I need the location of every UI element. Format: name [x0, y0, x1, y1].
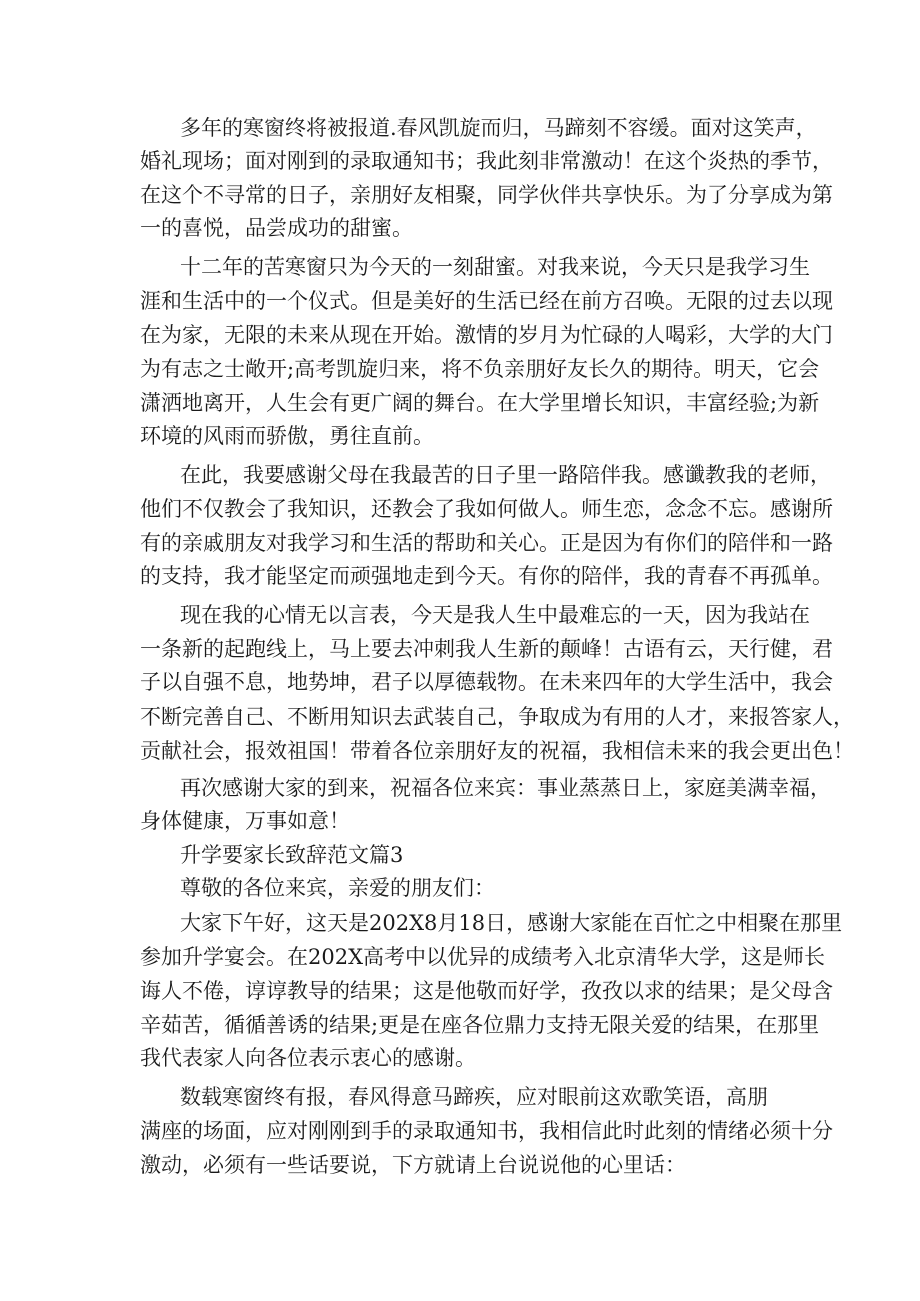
text-line: 现在我的心情无以言表，今天是我人生中最难忘的一天，因为我站在	[180, 603, 810, 627]
text-line: 环境的风雨而骄傲，勇往直前。	[140, 424, 434, 448]
text-line: 身体健康，万事如意！	[140, 809, 350, 833]
text-line: 参加升学宴会。在202X高考中以优异的成绩考入北京清华大学，这是师长	[140, 945, 826, 969]
text-line: 有的亲戚朋友对我学习和生活的帮助和关心。正是因为有你们的陪伴和一路	[140, 531, 833, 555]
text-line: 一的喜悦，品尝成功的甜蜜。	[140, 216, 413, 240]
text-line: 婚礼现场；面对刚到的录取通知书；我此刻非常激动！在这个炎热的季节，	[140, 149, 833, 173]
text-line: 十二年的苦寒窗只为今天的一刻甜蜜。对我来说，今天只是我学习生	[180, 255, 810, 279]
text-line: 潇洒地离开，人生会有更广阔的舞台。在大学里增长知识，丰富经验;为新	[140, 391, 820, 415]
text-line: 涯和生活中的一个仪式。但是美好的生活已经在前方召唤。无限的过去以现	[140, 289, 833, 313]
text-line: 他们不仅教会了我知识，还教会了我如何做人。师生恋，念念不忘。感谢所	[140, 497, 833, 521]
text-line: 多年的寒窗终将被报道.春风凯旋而归，马蹄刻不容缓。面对这笑声，	[180, 116, 817, 140]
text-line: 辛茹苦，循循善诱的结果;更是在座各位鼎力支持无限关爱的结果，在那里	[140, 1013, 820, 1037]
text-line: 诲人不倦，谆谆教导的结果；这是他敬而好学，孜孜以求的结果；是父母含	[140, 979, 833, 1003]
text-line: 为有志之士敞开;高考凯旋归来，将不负亲朋好友长久的期待。明天，它会	[140, 357, 820, 381]
text-line: 在这个不寻常的日子，亲朋好友相聚，同学伙伴共享快乐。为了分享成为第	[140, 183, 833, 207]
text-line: 贡献社会，报效祖国！带着各位亲朋好友的祝福，我相信未来的我会更出色！	[140, 739, 854, 763]
text-line: 的支持，我才能坚定而顽强地走到今天。有你的陪伴，我的青春不再孤单。	[140, 564, 833, 588]
text-line: 一条新的起跑线上，马上要去冲刺我人生新的颠峰！古语有云，天行健，君	[140, 637, 833, 661]
text-line: 数载寒窗终有报，春风得意马蹄疾，应对眼前这欢歌笑语，高朋	[180, 1085, 768, 1109]
text-line: 满座的场面，应对刚刚到手的录取通知书，我相信此时此刻的情绪必须十分	[140, 1119, 833, 1143]
text-line: 在为家，无限的未来从现在开始。激情的岁月为忙碌的人喝彩，大学的大门	[140, 323, 833, 347]
section-heading: 升学要家长致辞范文篇3	[180, 843, 404, 867]
text-line: 再次感谢大家的到来，祝福各位来宾：事业蒸蒸日上，家庭美满幸福，	[180, 776, 831, 800]
text-line: 大家下午好，这天是202X8月18日，感谢大家能在百忙之中相聚在那里	[180, 911, 843, 935]
text-line: 不断完善自己、不断用知识去武装自己，争取成为有用的人才，来报答家人，	[140, 705, 854, 729]
text-line: 在此，我要感谢父母在我最苦的日子里一路陪伴我。感谶教我的老师，	[180, 463, 831, 487]
salutation: 尊敬的各位来宾，亲爱的朋友们：	[180, 876, 495, 900]
text-line: 激动，必须有一些话要说，下方就请上台说说他的心里话：	[140, 1153, 686, 1177]
text-line: 子以自强不息，地势坤，君子以厚德载物。在未来四年的大学生活中，我会	[140, 670, 833, 694]
text-line: 我代表家人向各位表示衷心的感谢。	[140, 1046, 476, 1070]
